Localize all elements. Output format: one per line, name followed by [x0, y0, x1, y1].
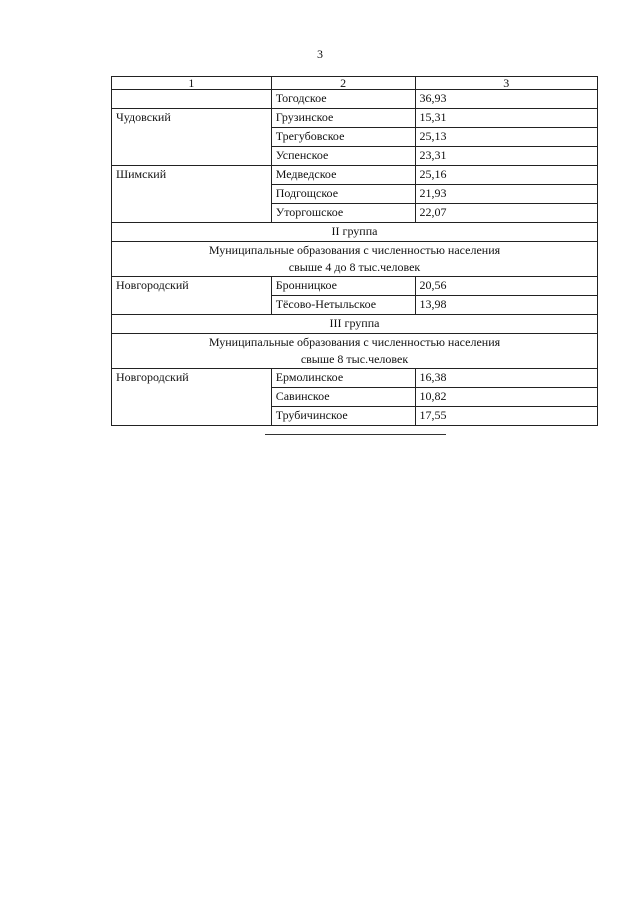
settlement-cell: Медведское	[271, 166, 415, 185]
value-cell: 25,13	[415, 128, 598, 147]
group-3-description	[112, 334, 598, 369]
group-3-title: III группа	[112, 315, 598, 334]
value-cell: 20,56	[415, 277, 598, 296]
value-cell: 15,31	[415, 109, 598, 128]
value-cell: 16,38	[415, 369, 598, 388]
table-row	[112, 369, 598, 388]
group-description-row	[112, 334, 598, 369]
value-cell: 23,31	[415, 147, 598, 166]
table-row	[112, 166, 598, 185]
header-col-3: 3	[415, 77, 598, 90]
value-cell: 21,93	[415, 185, 598, 204]
district-cell: Новгородский	[112, 277, 272, 315]
value-cell: 17,55	[415, 407, 598, 426]
district-cell: Чудовский	[112, 109, 272, 166]
table-header-row	[112, 77, 598, 90]
header-col-2: 2	[271, 77, 415, 90]
value-cell: 22,07	[415, 204, 598, 223]
group-3-description-line-2: свыше 8 тыс.человек	[300, 352, 409, 366]
settlement-cell: Трегубовское	[271, 128, 415, 147]
group-2-description-line-1: Муниципальные образования с численностью населения	[208, 243, 501, 257]
settlement-cell: Уторгошское	[271, 204, 415, 223]
settlement-cell: Успенское	[271, 147, 415, 166]
value-cell: 36,93	[415, 90, 598, 109]
group-title-row	[112, 315, 598, 334]
settlement-cell: Тёсово-Нетыльское	[271, 296, 415, 315]
district-cell	[112, 90, 272, 109]
group-title-row	[112, 223, 598, 242]
district-cell: Шимский	[112, 166, 272, 223]
table-row	[112, 90, 598, 109]
settlement-cell: Грузинское	[271, 109, 415, 128]
closing-rule-divider	[265, 434, 446, 435]
header-col-1: 1	[112, 77, 272, 90]
settlement-cell: Бронницкое	[271, 277, 415, 296]
group-2-description	[112, 242, 598, 277]
table-row	[112, 277, 598, 296]
settlements-table	[111, 76, 598, 426]
table-row	[112, 109, 598, 128]
settlement-cell: Тогодское	[271, 90, 415, 109]
district-cell: Новгородский	[112, 369, 272, 426]
group-2-description-line-2: свыше 4 до 8 тыс.человек	[288, 260, 421, 274]
value-cell: 25,16	[415, 166, 598, 185]
group-3-description-line-1: Муниципальные образования с численностью населения	[208, 335, 501, 349]
settlement-cell: Трубичинское	[271, 407, 415, 426]
value-cell: 13,98	[415, 296, 598, 315]
group-description-row	[112, 242, 598, 277]
settlement-cell: Подгощское	[271, 185, 415, 204]
group-2-title: II группа	[112, 223, 598, 242]
page-number: 3	[317, 47, 323, 61]
settlement-cell: Ермолинское	[271, 369, 415, 388]
value-cell: 10,82	[415, 388, 598, 407]
settlement-cell: Савинское	[271, 388, 415, 407]
